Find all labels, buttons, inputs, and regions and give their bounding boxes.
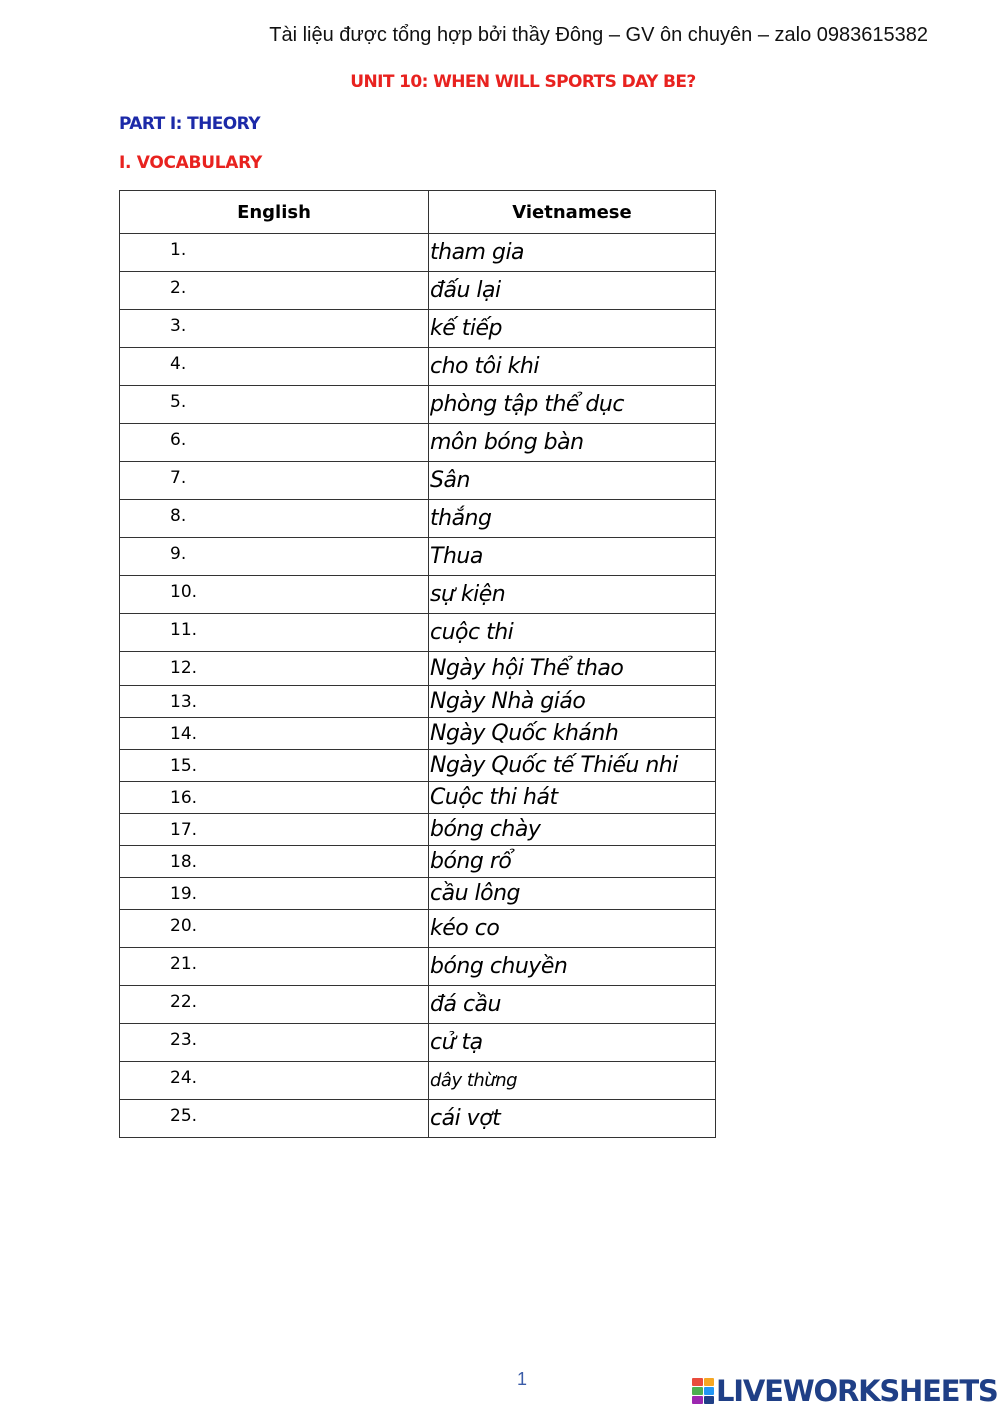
header-english: English bbox=[120, 191, 429, 234]
vietnamese-cell: đấu lại bbox=[429, 272, 716, 310]
table-row bbox=[120, 386, 716, 424]
table-row bbox=[120, 576, 716, 614]
table-row bbox=[120, 846, 716, 878]
table-row bbox=[120, 986, 716, 1024]
vocabulary-rows bbox=[120, 234, 716, 1138]
vietnamese-cell: Ngày Quốc khánh bbox=[429, 718, 716, 750]
unit-title: UNIT 10: WHEN WILL SPORTS DAY BE? bbox=[350, 72, 696, 92]
english-cell: 9. bbox=[120, 538, 429, 576]
english-cell: 16. bbox=[120, 782, 429, 814]
vietnamese-cell: sự kiện bbox=[429, 576, 716, 614]
english-cell: 6. bbox=[120, 424, 429, 462]
part-title: PART I: THEORY bbox=[119, 114, 260, 134]
english-cell: 21. bbox=[120, 948, 429, 986]
vietnamese-cell: phòng tập thể dục bbox=[429, 386, 716, 424]
brand-text: LIVEWORKSHEETS bbox=[716, 1374, 998, 1408]
table-row bbox=[120, 272, 716, 310]
vietnamese-cell: cầu lông bbox=[429, 878, 716, 910]
vietnamese-cell: cho tôi khi bbox=[429, 348, 716, 386]
english-cell: 1. bbox=[120, 234, 429, 272]
section-title: I. VOCABULARY bbox=[119, 153, 262, 173]
table-row bbox=[120, 462, 716, 500]
vietnamese-cell: môn bóng bàn bbox=[429, 424, 716, 462]
english-cell: 10. bbox=[120, 576, 429, 614]
vocabulary-table bbox=[119, 190, 716, 1138]
vietnamese-cell: Sân bbox=[429, 462, 716, 500]
vietnamese-cell: Thua bbox=[429, 538, 716, 576]
english-cell: 14. bbox=[120, 718, 429, 750]
english-cell: 25. bbox=[120, 1100, 429, 1138]
table-row bbox=[120, 424, 716, 462]
english-cell: 4. bbox=[120, 348, 429, 386]
english-cell: 3. bbox=[120, 310, 429, 348]
page-number: 1 bbox=[517, 1369, 528, 1389]
table-row bbox=[120, 234, 716, 272]
english-cell: 20. bbox=[120, 910, 429, 948]
english-cell: 11. bbox=[120, 614, 429, 652]
vietnamese-cell: bóng chày bbox=[429, 814, 716, 846]
vietnamese-cell: kế tiếp bbox=[429, 310, 716, 348]
english-cell: 23. bbox=[120, 1024, 429, 1062]
english-cell: 19. bbox=[120, 878, 429, 910]
logo-icon bbox=[692, 1378, 714, 1404]
vietnamese-cell: cái vợt bbox=[429, 1100, 716, 1138]
liveworksheets-logo bbox=[692, 1374, 998, 1408]
table-row bbox=[120, 686, 716, 718]
vietnamese-cell: cử tạ bbox=[429, 1024, 716, 1062]
english-cell: 24. bbox=[120, 1062, 429, 1100]
table-row bbox=[120, 878, 716, 910]
vietnamese-cell: bóng rổ bbox=[429, 846, 716, 878]
vietnamese-cell: cuộc thi bbox=[429, 614, 716, 652]
english-cell: 7. bbox=[120, 462, 429, 500]
table-row bbox=[120, 614, 716, 652]
vietnamese-cell: Cuộc thi hát bbox=[429, 782, 716, 814]
table-row bbox=[120, 948, 716, 986]
table-row bbox=[120, 1062, 716, 1100]
vietnamese-cell: thắng bbox=[429, 500, 716, 538]
header-note: Tài liệu được tổng hợp bởi thầy Đông – GV ôn chuyên – zalo 0983615382 bbox=[269, 24, 928, 46]
english-cell: 22. bbox=[120, 986, 429, 1024]
table-row bbox=[120, 718, 716, 750]
table-row bbox=[120, 814, 716, 846]
vietnamese-cell: Ngày hội Thể thao bbox=[429, 652, 716, 686]
table-row bbox=[120, 750, 716, 782]
vietnamese-cell: dây thừng bbox=[429, 1062, 716, 1100]
english-cell: 18. bbox=[120, 846, 429, 878]
table-row bbox=[120, 1024, 716, 1062]
table-row bbox=[120, 310, 716, 348]
english-cell: 13. bbox=[120, 686, 429, 718]
vietnamese-cell: bóng chuyền bbox=[429, 948, 716, 986]
english-cell: 8. bbox=[120, 500, 429, 538]
english-cell: 2. bbox=[120, 272, 429, 310]
vietnamese-cell: tham gia bbox=[429, 234, 716, 272]
table-row bbox=[120, 500, 716, 538]
english-cell: 15. bbox=[120, 750, 429, 782]
table-row bbox=[120, 782, 716, 814]
english-cell: 17. bbox=[120, 814, 429, 846]
table-row bbox=[120, 652, 716, 686]
table-row bbox=[120, 1100, 716, 1138]
vietnamese-cell: đá cầu bbox=[429, 986, 716, 1024]
vietnamese-cell: Ngày Quốc tế Thiếu nhi bbox=[429, 750, 716, 782]
table-row bbox=[120, 348, 716, 386]
english-cell: 12. bbox=[120, 652, 429, 686]
vietnamese-cell: kéo co bbox=[429, 910, 716, 948]
vietnamese-cell: Ngày Nhà giáo bbox=[429, 686, 716, 718]
table-row bbox=[120, 538, 716, 576]
english-cell: 5. bbox=[120, 386, 429, 424]
header-vietnamese: Vietnamese bbox=[429, 191, 716, 234]
table-row bbox=[120, 910, 716, 948]
